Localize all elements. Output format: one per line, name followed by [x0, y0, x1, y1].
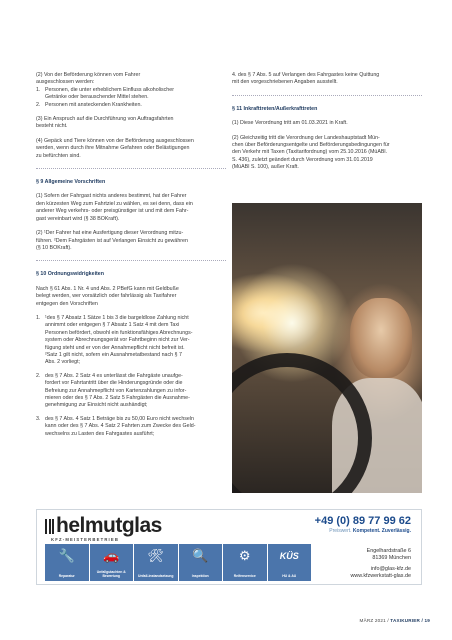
paragraph-11-1: (1) Diese Verordnung tritt am 01.03.2021 in Kraft. — [232, 120, 348, 127]
text-line: fügung steht und er von der Annahmepflicht nicht befreit ist. — [45, 344, 185, 351]
tire-icon: ⚙ — [238, 548, 251, 563]
tile-label: Unfallgutachten & Bewertung — [96, 570, 126, 578]
text-line: (3) Ein Anspruch auf die Durchführung von Auftragsfahrten — [36, 116, 174, 123]
driver-face — [350, 298, 412, 378]
text-line: (1) Sofern der Fahrgast nichts anderes bestimmt, hat der Fahrer — [36, 193, 187, 200]
section-heading-9: § 9 Allgemeine Vorschriften — [36, 179, 106, 186]
right-column — [232, 72, 422, 179]
text-line: kann oder des § 7 Abs. 4 Satz 2 Fahrten zum Zwecke des Geld- — [45, 423, 196, 430]
logo-bars-icon — [45, 519, 54, 534]
list-item — [36, 373, 226, 410]
text-line: ²Satz 1 gilt nicht, sofern ein Ausnahmetatbestand nach § 7 — [45, 351, 182, 358]
claim — [329, 528, 411, 534]
paragraph-9-1 — [36, 193, 226, 223]
helmutglas-logo — [45, 516, 162, 536]
magazine-name: TAXIKURIER — [390, 618, 421, 623]
text-line: werden, wenn durch ihre Mitnahme Gefahren oder Belästigungen — [36, 145, 190, 152]
paragraph-8-3 — [36, 116, 226, 131]
text-line: des § 7 Abs. 2 Satz 4 es unterlässt die Fahrgäste unaufge- — [45, 372, 183, 379]
car-repair-icon: 🛠 — [147, 548, 164, 563]
wrench-icon: 🔧 — [58, 548, 75, 563]
text-line: mieren oder des § 7 Abs. 2 Satz 5 Fahrgästen die Ausnahme- — [45, 395, 190, 401]
tile-unfallinstandsetzung — [134, 544, 178, 581]
tile-label: Inspektion — [191, 574, 209, 578]
list-item — [36, 87, 226, 102]
text-line: anderer Weg verkehrs- oder preisgünstiger ist und mit dem Fahr- — [36, 208, 189, 215]
list-number: 1. — [36, 314, 41, 321]
kus-badge-icon: KÜS — [279, 551, 299, 561]
contact — [350, 566, 411, 581]
list-number: 1. — [36, 86, 41, 93]
list-number: 2. — [36, 101, 41, 108]
footer-date: MÄRZ 2021 / — [359, 618, 389, 623]
text-line: Nach § 61 Abs. 1 Nr. 4 und Abs. 2 PBefG kann mit Geldbuße — [36, 285, 179, 292]
text-line: fordert vor Fahrtantritt über die Hinderungsgründe oder die — [45, 380, 183, 387]
text-line: mit den vorgeschriebenen Angaben ausstellt. — [232, 79, 338, 86]
text-line: zu befürchten sind. — [36, 152, 81, 159]
text-line: (§ 10 BOKraft). — [36, 244, 72, 251]
website-link[interactable]: www.kfzwerkstatt-glas.de — [350, 573, 411, 580]
phone-number[interactable]: +49 (0) 89 77 99 62 — [314, 515, 411, 527]
text-line: system oder Abrechnungsgerät vor Fahrtbeginn nicht zur Ver- — [45, 337, 190, 344]
text-line: Abs. 2 vorliegt; — [45, 359, 81, 366]
text-line: (2) Gleichzeitig tritt die Verordnung der Landeshauptstadt Mün- — [232, 134, 380, 141]
list-item — [36, 416, 226, 438]
tile-unfallgutachten — [90, 544, 134, 581]
tile-inspektion — [179, 544, 223, 581]
list-number: 2. — [36, 372, 41, 379]
text-line: wechselns zu Lasten des Fahrgastes ausführt; — [45, 430, 155, 437]
text-line: Getränke oder berauschender Mittel stehen. — [45, 94, 149, 101]
address — [367, 548, 411, 563]
street: Engelhardstraße 6 — [366, 548, 411, 554]
left-column — [36, 72, 226, 444]
tile-label: Reifenservice — [233, 574, 256, 578]
tile-label: Reparatur — [58, 574, 75, 578]
text-line: Personen mit ansteckenden Krankheiten. — [45, 101, 142, 108]
paragraph-8-2 — [36, 72, 226, 109]
text-line: S. 436), zuletzt geändert durch Verordnung vom 31.01.2019 — [232, 156, 373, 163]
tile-label: Unfall-instandsetzung — [138, 574, 174, 578]
tagline: KFZ-MEISTERBETRIEB — [51, 537, 120, 542]
text-line: (2) Von der Beförderung können vom Fahrer — [36, 72, 141, 78]
page-footer — [360, 618, 430, 623]
text-line: ausgeschlossen werden: — [36, 79, 95, 86]
city: 81369 München — [372, 555, 411, 562]
text-line: annimmt oder entgegen § 7 Absatz 1 Satz 4 mit dem Taxi — [45, 322, 180, 329]
paragraph-9-2 — [36, 230, 226, 252]
text-line: Personen befördert, obwohl ein funktionsfähiges Abrechnungs- — [45, 329, 193, 336]
paragraph-10-4 — [232, 72, 422, 87]
text-line: des § 7 Abs. 4 Satz 1 Beträge bis zu 50,00 Euro nicht wechseln — [45, 415, 194, 422]
text-line: chen über Beförderungsentgelte und Beförderungsbedingungen für — [232, 142, 390, 149]
paragraph-10-intro — [36, 286, 226, 308]
text-line: führen. ²Dem Fahrgästen ist auf Verlangen Einsicht zu gewähren — [36, 237, 188, 244]
text-line: belegt werden, wer vorsätzlich oder fahrlässig als Taxifahrer — [36, 293, 177, 300]
text-line: (4) Gepäck und Tiere können von der Beförderung ausgeschlossen — [36, 137, 194, 144]
service-tiles — [45, 544, 311, 581]
car-crash-icon: 🚗 — [103, 548, 120, 563]
logo-word: helmutglas — [56, 514, 162, 537]
tile-reparatur — [45, 544, 89, 581]
text-line: genehmigung zur Einsicht nicht aushändigt; — [45, 402, 148, 409]
text-line: 4. des § 7 Abs. 5 auf Verlangen des Fahrgastes keine Quittung — [232, 72, 380, 78]
section-heading-11: § 11 Inkrafttreten/Außerkrafttreten — [232, 105, 318, 112]
text-line: entgegen den Vorschriften — [36, 300, 98, 307]
divider — [36, 260, 226, 261]
text-line: den kürzesten Weg zum Fahrtziel zu wählen, es sei denn, dass ein — [36, 200, 193, 207]
text-line: (MüABl S. 100), außer Kraft. — [232, 164, 299, 171]
tile-hu-au — [268, 544, 312, 581]
text-line: ¹des § 7 Absatz 1 Sätze 1 bis 3 die bargeldlose Zahlung nicht — [45, 314, 189, 321]
list-item — [36, 102, 226, 109]
section-heading-10: § 10 Ordnungswidrigkeiten — [36, 271, 104, 278]
divider — [36, 168, 226, 169]
ordered-list-10 — [36, 315, 226, 438]
advertisement-helmutglas[interactable] — [36, 509, 422, 585]
email-link[interactable]: info@glas-kfz.de — [370, 566, 411, 572]
tile-label: HU & AU — [282, 574, 297, 578]
divider — [232, 95, 422, 96]
text-line: Personen, die unter erheblichem Einfluss alkoholischer — [45, 86, 174, 93]
claim-a: Preiswert. — [329, 528, 352, 534]
paragraph-11-2 — [232, 135, 422, 172]
text-line: besteht nicht. — [36, 123, 68, 130]
text-line: den Verkehr mit Taxen (Taxitarifordnung) vom 25.10.2016 (MüABl. — [232, 149, 388, 156]
tile-reifenservice — [223, 544, 267, 581]
list-number: 3. — [36, 415, 41, 422]
text-line: gast vereinbart wird (§ 38 BOKraft). — [36, 215, 120, 222]
claim-b: Kompetent. Zuverlässig. — [352, 528, 411, 534]
paragraph-8-4 — [36, 138, 226, 160]
page-number: 19 — [424, 618, 430, 623]
text-line: (2) ¹Der Fahrer hat eine Ausfertigung dieser Verordnung mitzu- — [36, 230, 184, 237]
text-line: Befreiung zur Annahmepflicht von Kartenzahlungen zu infor- — [45, 387, 187, 394]
footer-separator: / — [421, 618, 423, 623]
magnifier-icon: 🔍 — [192, 548, 209, 563]
list-item — [36, 315, 226, 367]
taxi-driver-photo — [232, 203, 422, 493]
